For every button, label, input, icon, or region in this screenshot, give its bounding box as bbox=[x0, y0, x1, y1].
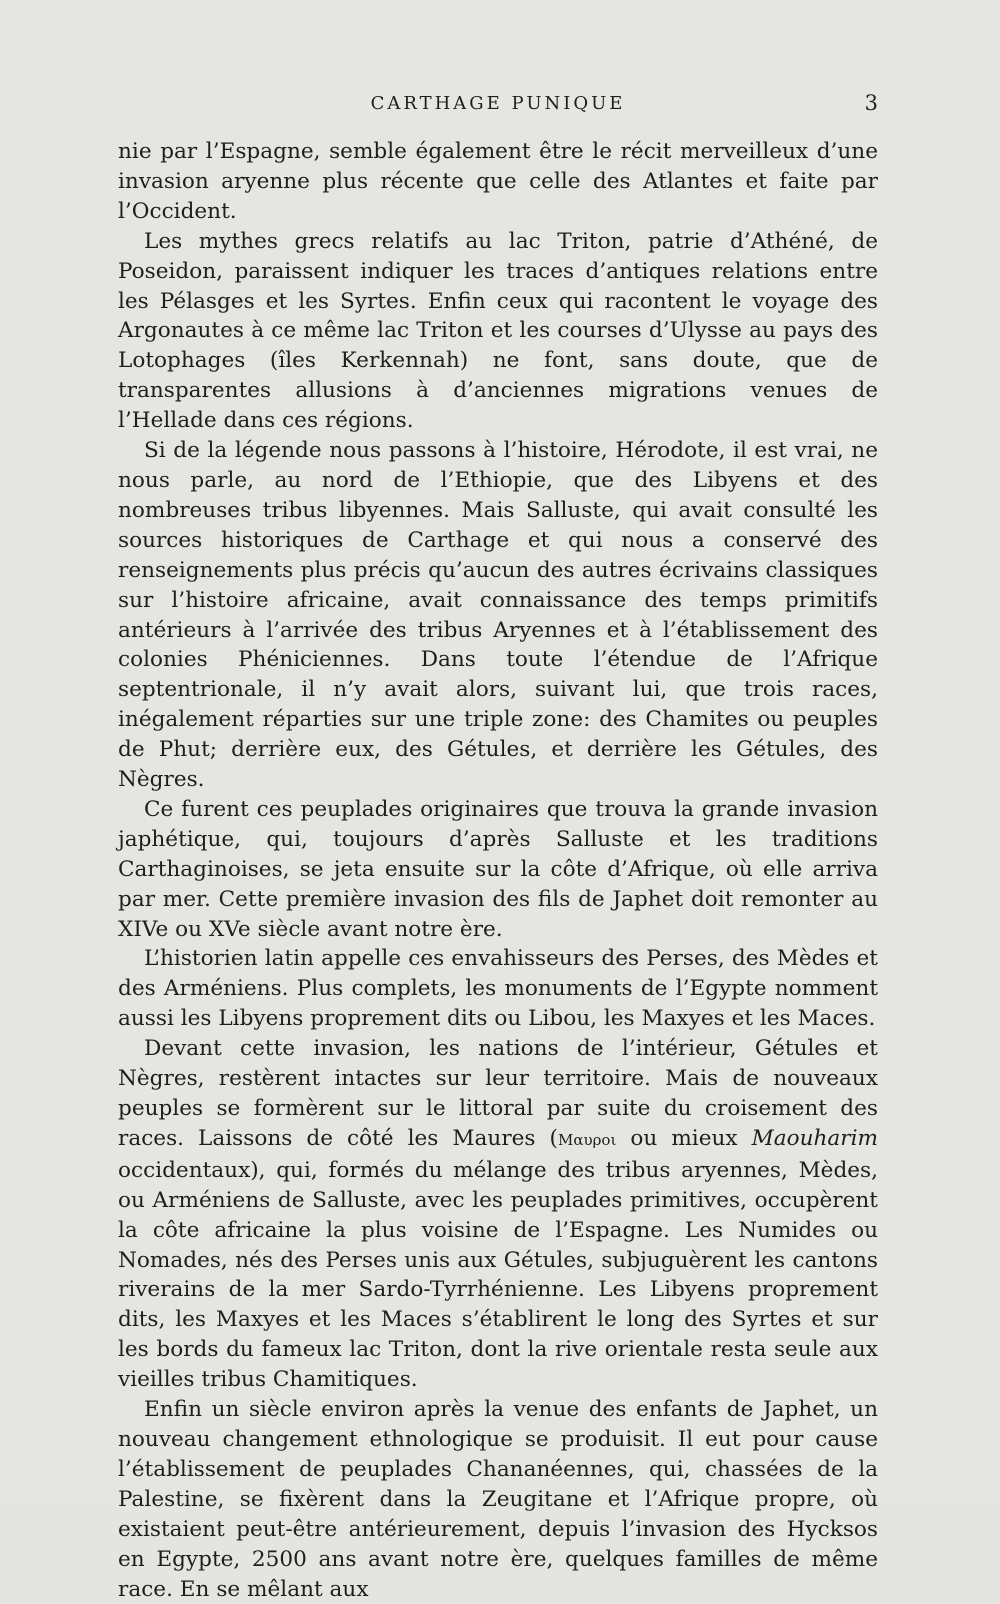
running-title: CARTHAGE PUNIQUE bbox=[370, 93, 626, 114]
page-header bbox=[118, 93, 878, 123]
paragraph-6-text-after: occidentaux), qui, formés du mélange des tribus aryennes, Mèdes, ou Arméniens de Salluste, avec les peuplades primitives, occupèrent la côte africaine la plus voisine de l’Espagne. Les Numides ou Nomades, nés des Perses unis aux Gétules, subjuguèrent les cantons riverains de la mer Sardo-Tyrrhénienne. Les Libyens proprement dits, les Maxyes et les Maces s’établirent le long des Syrtes et sur les bords du fameux lac Triton, dont la rive orientale resta seule aux vieilles tribus Chamitiques. bbox=[118, 1157, 878, 1393]
italic-word: Maouharim bbox=[751, 1125, 879, 1151]
paragraph-7: Enfin un siècle environ après la venue des enfants de Japhet, un nouveau changement ethnologique se produisit. Il eut pour cause l’établissement de peuplades Chananéennes, qui, chassées de la Palestine, se fixèrent dans la Zeugitane et l’Afrique propre, où existaient peut-être antérieurement, depuis l’invasion des Hycksos en Egypte, 2500 ans avant notre ère, quelques familles de même race. En se mêlant aux bbox=[118, 1397, 878, 1602]
paragraph-4: Ce furent ces peuplades originaires que trouva la grande invasion japhétique, qui, toujours d’après Salluste et les traditions Carthaginoises, se jeta ensuite sur la côte d’Afrique, où elle arriva par mer. Cette première invasion des fils de Japhet doit remonter au XIVe ou XVe siècle avant notre ère. bbox=[118, 796, 878, 942]
paragraph-6 bbox=[118, 1034, 878, 1395]
page-number: 3 bbox=[864, 91, 878, 115]
paragraph-2: Les mythes grecs relatifs au lac Triton, patrie d’Athéné, de Poseidon, paraissent indiquer les traces d’antiques relations entre les Pélasges et les Syrtes. Enfin ceux qui racontent le voyage des Argonautes à ce même lac Triton et les courses d’Ulysse au pays des Lotophages (îles Kerkennah) ne font, sans doute, que de transparentes allusions à d’anciennes migrations venues de l’Hellade dans ces régions. bbox=[118, 228, 878, 434]
paragraph-6-text-before: Devant cette invasion, les nations de l’intérieur, Gétules et Nègres, restèrent intactes sur leur territoire. Mais de nouveaux peuples se formèrent sur le littoral par suite du croisement des races. Laissons de côté les Maures ( bbox=[118, 1036, 878, 1151]
greek-word: Μαυροι bbox=[557, 1130, 617, 1149]
body-text bbox=[118, 137, 878, 1604]
paragraph-6-text-middle: ou mieux bbox=[616, 1125, 752, 1151]
paragraph-3: Si de la légende nous passons à l’histoire, Hérodote, il est vrai, ne nous parle, au nord de l’Ethiopie, que des Libyens et des nombreuses tribus libyennes. Mais Salluste, qui avait consulté les sources historiques de Carthage et qui nous a conservé des renseignements plus précis qu’aucun des autres écrivains classiques sur l’histoire africaine, avait connaissance des temps primitifs antérieurs à l’arrivée des tribus Aryennes et à l’établissement des colonies Phéniciennes. Dans toute l’étendue de l’Afrique septentrionale, il n’y avait alors, suivant lui, que trois races, inégalement réparties sur une triple zone: des Chamites ou peuples de Phut; derrière eux, des Gétules, et derrière les Gétules, des Nègres. bbox=[118, 438, 878, 793]
paragraph-5: L’historien latin appelle ces envahisseurs des Perses, des Mèdes et des Arméniens. Plus complets, les monuments de l’Egypte nomment aussi les Libyens proprement dits ou Libou, les Maxyes et les Maces. bbox=[118, 946, 878, 1032]
paragraph-1: nie par l’Espagne, semble également être le récit merveilleux d’une invasion aryenne plus récente que celle des Atlantes et faite par l’Occident. bbox=[118, 139, 878, 224]
